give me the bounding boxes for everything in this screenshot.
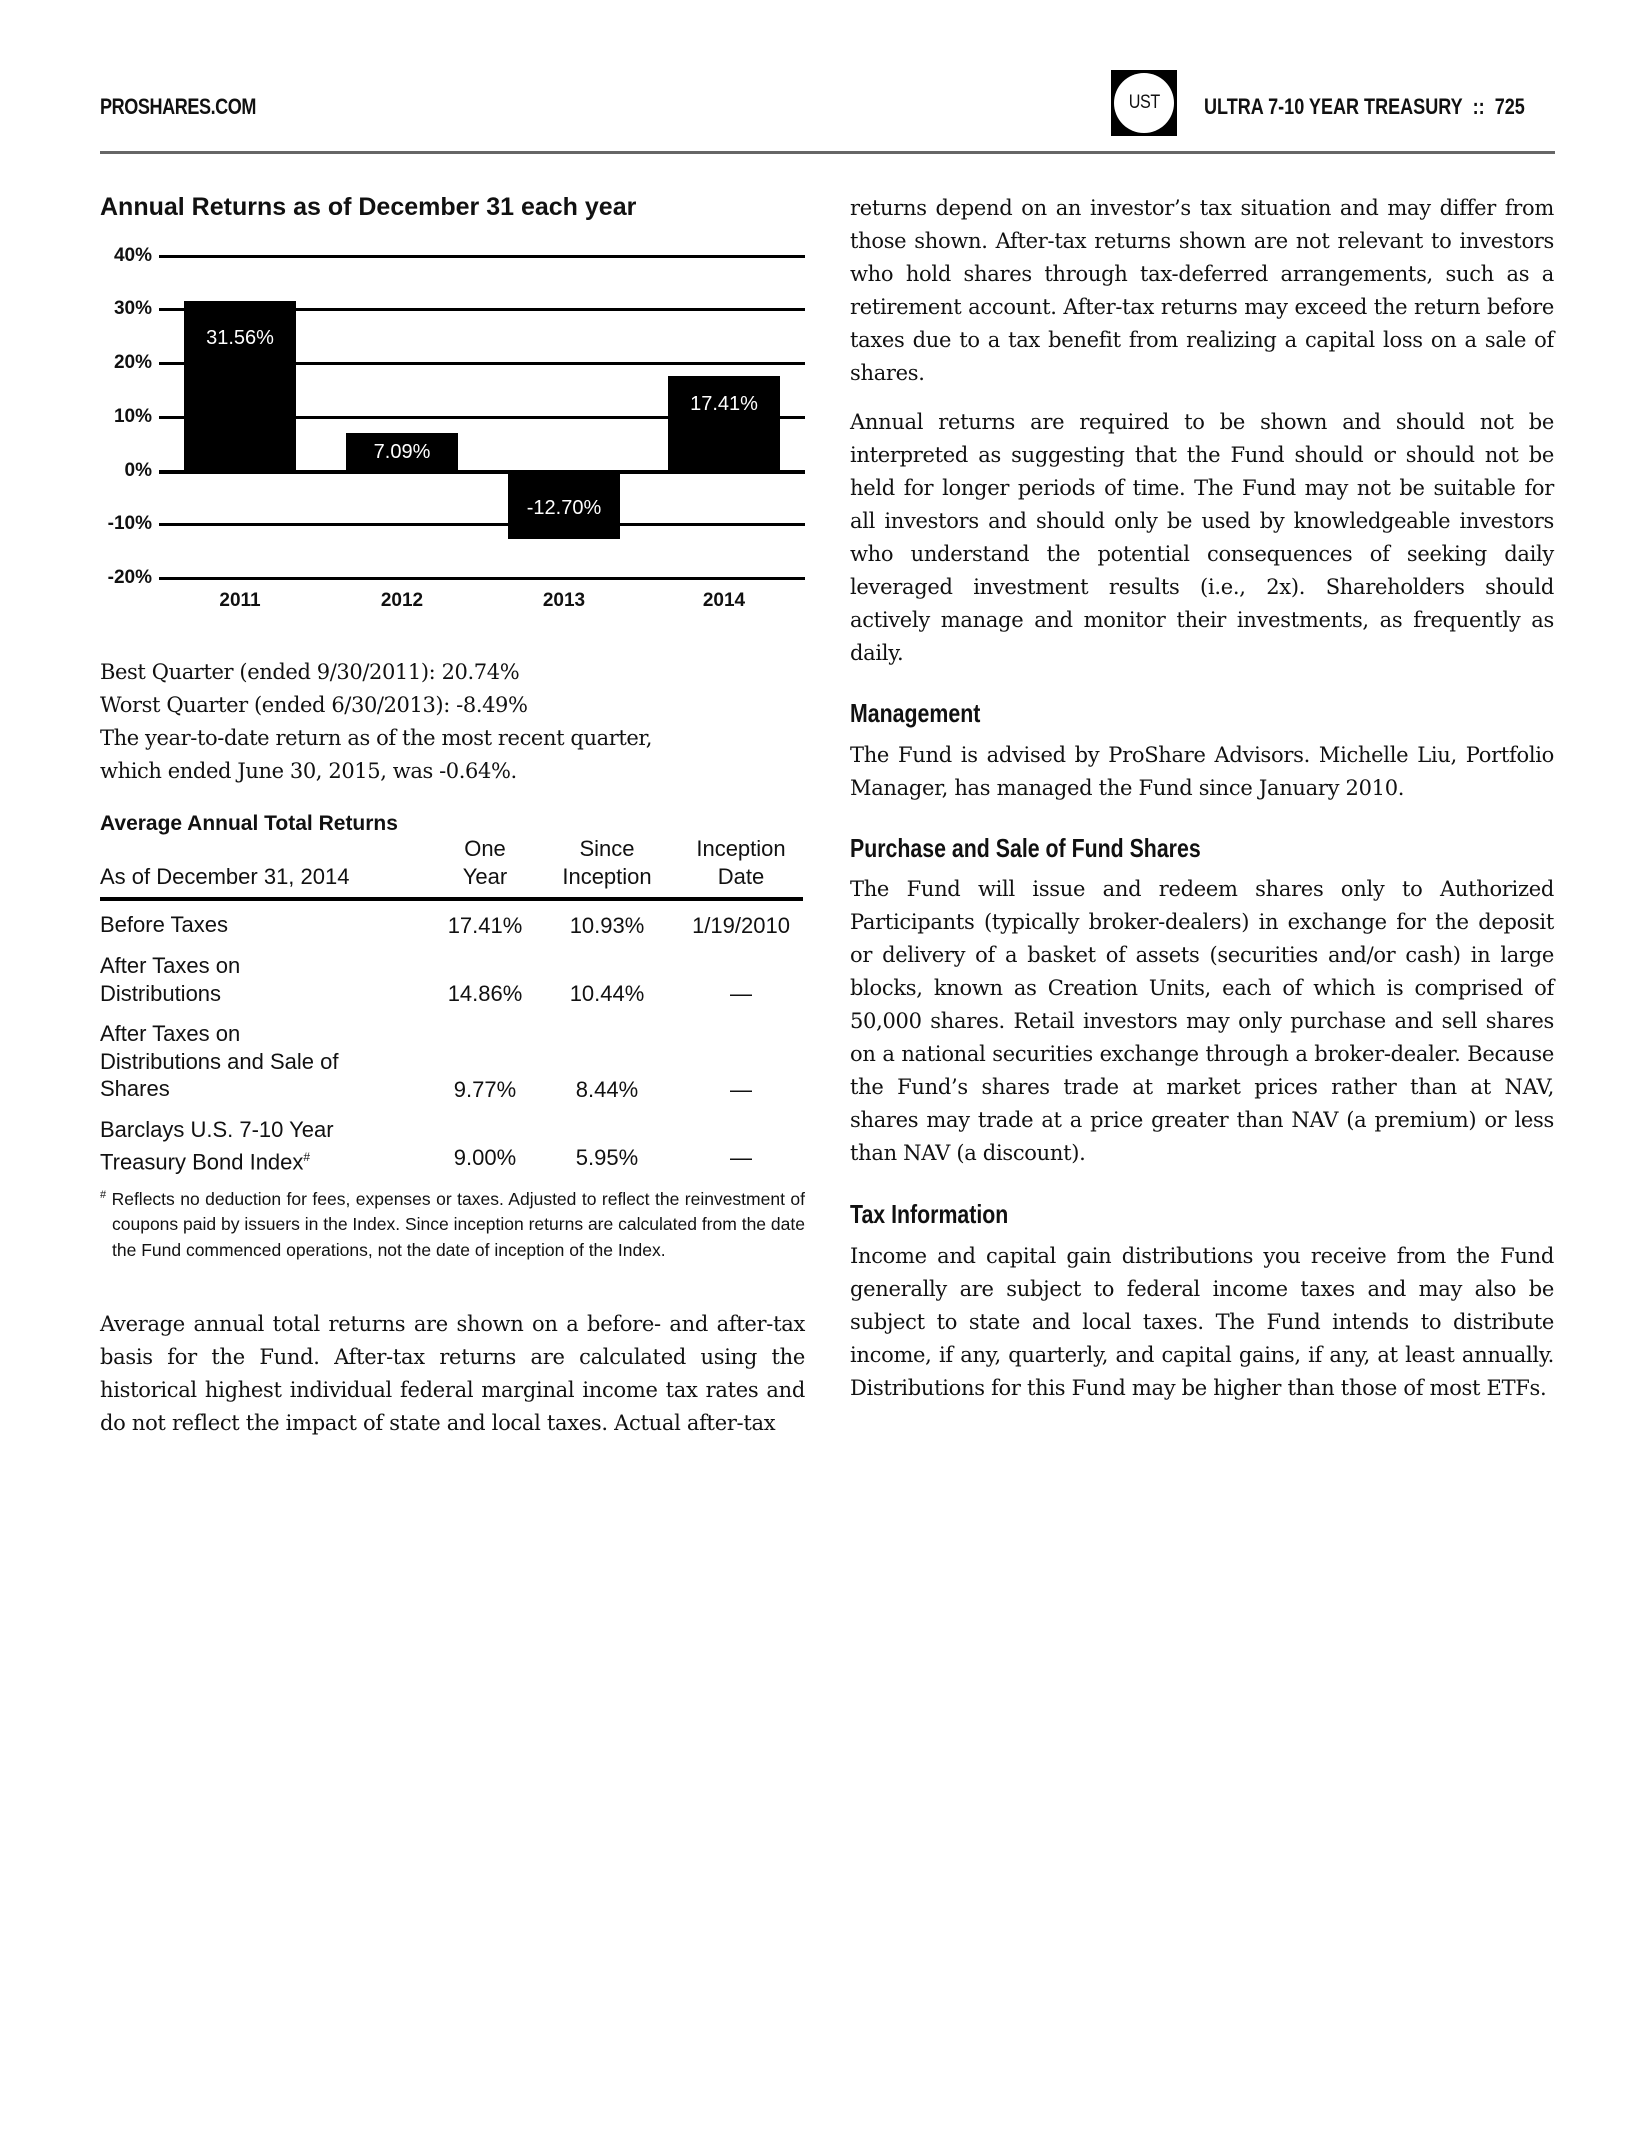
ytd-return-line2: which ended June 30, 2015, was -0.64%. <box>100 759 517 783</box>
quarter-summary <box>100 656 805 788</box>
cell-inception-date: 1/19/2010 <box>692 912 790 938</box>
page-number: 725 <box>1494 94 1525 119</box>
bar-2012 <box>346 433 458 472</box>
section-heading-tax-information: Tax Information <box>850 1199 1009 1229</box>
ytick-label: -20% <box>107 567 152 588</box>
footnote-marker: # <box>303 1149 311 1164</box>
section-heading-management: Management <box>850 698 981 728</box>
ytick-label: 20% <box>113 352 152 373</box>
cell-one-year: 14.86% <box>447 980 523 1006</box>
table-row <box>100 1116 803 1174</box>
ytick-label: -10% <box>107 513 152 534</box>
footnote-text: Reflects no deduction for fees, expenses or taxes. Adjusted to reflect the reinvestment of coupons paid by issuers in the Index. Since inception returns are calculated from the date the Fund commenced operations, not the date of inception of the Index. <box>111 1188 805 1260</box>
cell-inception-date: — <box>730 980 752 1006</box>
cell-one-year: 17.41% <box>447 912 523 938</box>
header-divider <box>100 151 1555 154</box>
purchase-sale-text: The Fund will issue and redeem shares only to Authorized Participants (typically broker-dealers) in exchange for the deposit or delivery of a basket of assets (securities and/or cash) in large blocks, known as Creation Units, each of which is comprised of 50,000 shares. Retail investors may only purchase and sell shares on a national securities exchange through a broker-dealer. Because the Fund’s shares trade at market prices rather than at NAV, shares may trade at a price greater than NAV (a premium) or less than NAV (a discount). <box>850 877 1554 1165</box>
bar-2014 <box>668 376 780 472</box>
row-label-line <box>100 1144 400 1176</box>
row-label-text: Treasury Bond Index <box>100 1148 304 1174</box>
header-one-year <box>435 835 535 891</box>
cell-since-inception: 10.93% <box>569 912 645 938</box>
badge-ticker: UST <box>1128 92 1160 113</box>
cell-since-inception: 8.44% <box>575 1076 639 1102</box>
cell-inception-date: — <box>730 1144 752 1170</box>
bar-2011 <box>184 301 296 472</box>
header-inception-date <box>676 835 806 891</box>
bar-value-label: 7.09% <box>373 441 431 463</box>
cell-since-inception: 5.95% <box>575 1144 639 1170</box>
ytick-label: 0% <box>124 460 152 481</box>
row-label <box>100 1116 400 1175</box>
bar-2013 <box>508 471 620 539</box>
gridline-neg10 <box>159 523 805 526</box>
page-header-title <box>1204 94 1525 120</box>
ytd-return-line1: The year-to-date return as of the most recent quarter, <box>100 726 653 750</box>
after-tax-continued-paragraph: returns depend on an investor’s tax situation and may differ from those shown. After-tax returns shown are not relevant to investors who hold shares through tax-deferred arrangements, such as a retirement account. After-tax returns may exceed the return before taxes due to a tax benefit from realizing a capital loss on a sale of shares. <box>850 196 1554 385</box>
cell-inception-date: — <box>730 1076 752 1102</box>
cell-one-year: 9.00% <box>453 1144 517 1170</box>
row-label-line: After Taxes on <box>100 1021 241 1046</box>
table-row <box>100 911 803 939</box>
worst-quarter: Worst Quarter (ended 6/30/2013): -8.49% <box>100 693 528 717</box>
xtick-label: 2014 <box>702 590 746 611</box>
row-label-line: Distributions <box>100 980 222 1006</box>
site-name: PROSHARES.COM <box>100 94 257 119</box>
header-date-line1: Inception <box>696 836 786 861</box>
cell-since-inception: 10.44% <box>569 980 645 1006</box>
row-label-line: After Taxes on <box>100 953 241 978</box>
header-since-inception <box>542 835 672 891</box>
header-date-line2: Date <box>717 864 765 889</box>
fund-title: ULTRA 7-10 YEAR TREASURY <box>1204 94 1463 119</box>
management-text: The Fund is advised by ProShare Advisors. Michelle Liu, Portfolio Manager, has managed the Fund since January 2010. <box>850 743 1554 800</box>
gridline-40 <box>159 255 805 258</box>
xtick-label: 2012 <box>380 590 424 611</box>
header-since-line2: Inception <box>562 864 652 889</box>
header-separator: :: <box>1472 94 1485 119</box>
table-row <box>100 1020 803 1103</box>
row-label-line: Barclays U.S. 7-10 Year <box>100 1117 334 1142</box>
header-as-of: As of December 31, 2014 <box>100 864 350 889</box>
header-one-year-line2: Year <box>462 864 508 889</box>
section-heading-purchase-sale: Purchase and Sale of Fund Shares <box>850 833 1201 863</box>
annual-returns-chart <box>80 240 820 620</box>
ust-badge-icon <box>1111 70 1177 136</box>
ytick-label: 40% <box>113 245 152 266</box>
ytick-label: 10% <box>113 406 152 427</box>
chart-title: Annual Returns as of December 31 each year <box>100 193 637 221</box>
table-header-row <box>100 838 803 901</box>
bar-value-label: 17.41% <box>690 393 758 415</box>
xtick-label: 2011 <box>219 590 261 611</box>
best-quarter: Best Quarter (ended 9/30/2011): 20.74% <box>100 660 520 684</box>
table-title: Average Annual Total Returns <box>100 812 398 835</box>
tax-information-text: Income and capital gain distributions you receive from the Fund generally are subject to federal income taxes and may also be subject to state and local taxes. The Fund intends to distribute income, if any, quarterly, and capital gains, if any, at least annually. Distributions for this Fund may be higher than those of most ETFs. <box>850 1244 1554 1400</box>
xtick-label: 2013 <box>542 590 586 611</box>
table-row <box>100 952 803 1007</box>
bar-value-label: 31.56% <box>206 327 274 349</box>
row-label-line: Distributions and Sale of <box>100 1048 339 1074</box>
header-since-line1: Since <box>579 836 635 861</box>
annual-returns-disclaimer: Annual returns are required to be shown and should not be interpreted as suggesting that the Fund should or should not be held for longer periods of time. The Fund may not be suitable for all investors and should only be used by knowledgeable investors who understand the potential consequences of seeking daily leveraged investment results (i.e., 2x). Shareholders should actively manage and monitor their investments, as frequently as daily. <box>850 410 1554 665</box>
header-one-year-line1: One <box>464 836 506 861</box>
returns-table <box>100 836 803 1174</box>
row-label: Before Taxes <box>100 912 229 937</box>
table-footnote <box>100 1183 805 1263</box>
badge-circle <box>1114 73 1174 133</box>
row-label <box>100 952 400 1007</box>
gridline-neg20 <box>159 577 805 580</box>
cell-one-year: 9.77% <box>453 1076 517 1102</box>
ytick-label: 30% <box>113 298 152 319</box>
footnote-marker: # <box>100 1189 107 1201</box>
after-tax-explanation: Average annual total returns are shown on a before- and after-tax basis for the Fund. After-tax returns are calculated using the historical highest individual federal marginal income tax rates and do not reflect the impact of state and local taxes. Actual after-tax <box>100 1312 805 1435</box>
row-label-line: Shares <box>100 1076 170 1101</box>
row-label <box>100 1020 400 1103</box>
bar-value-label: -12.70% <box>526 497 602 519</box>
